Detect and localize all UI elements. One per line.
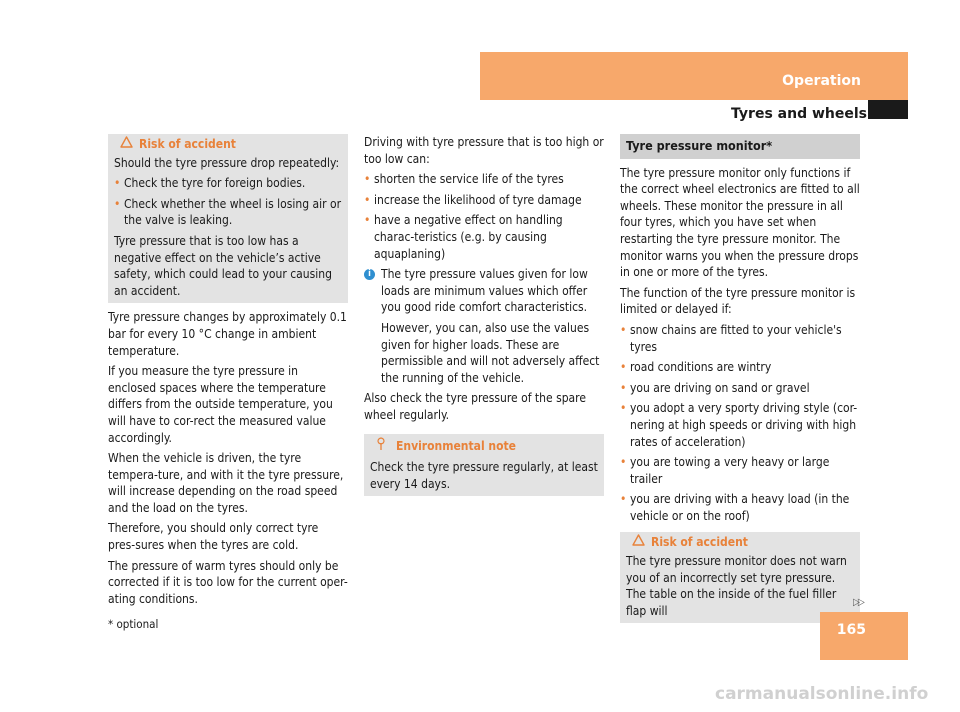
section-title: Tyres and wheels	[731, 106, 867, 122]
list-item: • you adopt a very sporty driving style (cor-nering at high speeds or driving with high rates of acceleration)	[620, 400, 860, 450]
column-2	[364, 134, 604, 502]
paragraph: When the vehicle is driven, the tyre tempera-ture, and with it the tyre pressure, will increase depending on the road speed and the load on the tyres.	[108, 451, 344, 515]
bullet-list	[620, 322, 860, 525]
list-item: • Check whether the wheel is losing air or the valve is leaking.	[114, 196, 342, 229]
chapter-tab	[480, 52, 908, 100]
watermark: carmanualsonline.info	[715, 684, 929, 704]
footnote: * optional	[108, 617, 159, 631]
warning-heading	[114, 136, 342, 153]
warning-box	[108, 134, 348, 303]
warning-triangle-icon	[120, 136, 133, 153]
warning-box	[620, 532, 860, 623]
paragraph: The tyre pressure values given for low loads are minimum values which offer you good ride comfort characteristics.	[381, 267, 588, 315]
continue-arrow-icon: ▷▷	[853, 597, 863, 608]
paragraph: However, you can, also use the values given for higher loads. These are permissible and will not adversely affect the running of the vehicle.	[381, 320, 600, 385]
warning-triangle-icon	[632, 534, 645, 551]
paragraph: Therefore, you should only correct tyre pres-sures when the tyres are cold.	[108, 521, 319, 553]
list-item: • you are towing a very heavy or large trailer	[620, 454, 860, 487]
list-item: • road conditions are wintry	[620, 359, 860, 376]
paragraph: The pressure of warm tyres should only be corrected if it is too low for the current oper-ating conditions.	[108, 558, 348, 606]
paragraph: The tyre pressure monitor only functions if the correct wheel electronics are fitted to all wheels. These monitor the pressure in all four tyres, which you have set when restarting the tyre pressure monitor. The monitor warns you when the pressure drops in one or more of the tyres.	[620, 165, 860, 280]
warning-heading	[626, 534, 854, 551]
paragraph: Also check the tyre pressure of the spare wheel regularly.	[364, 391, 586, 422]
warning-title: Risk of accident	[651, 535, 748, 550]
environmental-note-heading	[370, 437, 598, 456]
paragraph: The function of the tyre pressure monitor is limited or delayed if:	[620, 285, 856, 317]
paragraph: Tyre pressure changes by approximately 0.1 bar for every 10 °C change in ambient temperature.	[108, 310, 347, 358]
subsection-heading: Tyre pressure monitor*	[620, 134, 860, 159]
section-marker-bar	[868, 100, 908, 119]
list-item: • you are driving with a heavy load (in the vehicle or on the roof)	[620, 491, 860, 524]
list-item: • have a negative effect on handling charac-teristics (e.g. by causing aquaplaning)	[364, 212, 604, 262]
warning-body: The tyre pressure monitor does not warn you of an incorrectly set tyre pressure. The table on the inside of the fuel filler flap will	[626, 554, 847, 618]
list-item: • shorten the service life of the tyres	[364, 171, 604, 188]
environmental-note-title: Environmental note	[396, 438, 516, 453]
info-text	[381, 266, 604, 390]
warning-body: Tyre pressure that is too low has a negative effect on the vehicle’s active safety, which could lead to your causing an accident.	[114, 233, 332, 298]
warning-intro: Should the tyre pressure drop repeatedly:	[114, 155, 340, 170]
warning-bullet-list	[114, 175, 342, 229]
list-item: • Check the tyre for foreign bodies.	[114, 175, 342, 192]
column-1	[108, 134, 348, 611]
column-3	[620, 134, 860, 629]
list-item: • increase the likelihood of tyre damage	[364, 192, 604, 209]
warning-title: Risk of accident	[139, 137, 236, 151]
bullet-list	[364, 171, 604, 262]
environmental-note-body: Check the tyre pressure regularly, at least every 14 days.	[370, 460, 598, 491]
list-item: • snow chains are fitted to your vehicle's tyres	[620, 322, 860, 355]
page-number: 165	[836, 622, 866, 638]
info-note	[364, 266, 604, 390]
info-icon: i	[364, 269, 375, 280]
paragraph: If you measure the tyre pressure in enclosed spaces where the temperature differs from the outside temperature, you will have to cor-rect the measured value accordingly.	[108, 364, 333, 445]
leaf-icon	[376, 437, 386, 456]
chapter-tab-label: Operation	[782, 73, 861, 89]
paragraph: Driving with tyre pressure that is too high or too low can:	[364, 135, 604, 166]
environmental-note-box	[364, 434, 604, 497]
page-number-box	[820, 612, 908, 660]
list-item: • you are driving on sand or gravel	[620, 380, 860, 397]
